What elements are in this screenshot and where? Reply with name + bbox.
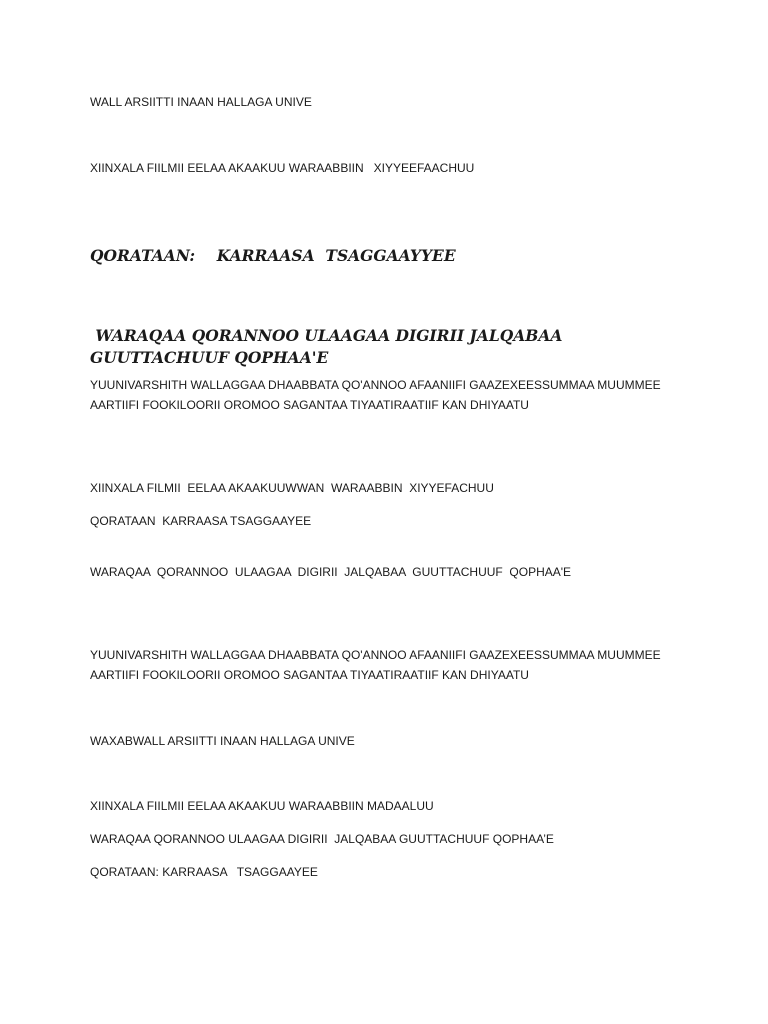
text-line-6: XIINXALA FILMII EELAA AKAAKUUWWAN WARAABBIN XIYYEFACHUU (90, 481, 494, 495)
text-line-11: XIINXALA FIILMII EELAA AKAAKUU WARAABBIIN MADAALUU (90, 799, 434, 813)
text-line-13: QORATAAN: KARRAASA TSAGGAAYEE (90, 865, 318, 879)
author-heading: QORATAAN: KARRAASA TSAGGAAYYEE (90, 246, 456, 265)
university-paragraph-2: YUUNIVARSHITH WALLAGGAA DHAABBATA QO'ANNOO AFAANIIFI GAAZEXEESSUMMAA MUUMMEE AARTIIFI FOOKILOORII OROMOO SAGANTAA TIYAATIRAATIIF KAN DHIYAATU (90, 648, 664, 682)
text-line-7: QORATAAN KARRAASA TSAGGAAYEE (90, 514, 312, 528)
text-line-8: WARAQAA QORANNOO ULAAGAA DIGIRII JALQABAA GUUTTACHUUF QOPHAA'E (90, 565, 572, 579)
university-paragraph-1: YUUNIVARSHITH WALLAGGAA DHAABBATA QO'ANNOO AFAANIIFI GAAZEXEESSUMMAA MUUMMEE AARTIIFI FOOKILOORII OROMOO SAGANTAA TIYAATIRAATIIF KAN DHIYAATU (90, 378, 664, 412)
text-line-2: XIINXALA FIILMII EELAA AKAAKUU WARAABBIIN XIYYEEFAACHUU (90, 161, 475, 175)
text-line-12: WARAQAA QORANNOO ULAAGAA DIGIRII JALQABAA GUUTTACHUUF QOPHAA’E (90, 832, 554, 846)
thesis-heading: WARAQAA QORANNOO ULAAGAA DIGIRII JALQABAA GUUTTACHUUF QOPHAA'E (90, 326, 568, 367)
text-line-10: WAXABWALL ARSIITTI INAAN HALLAGA UNIVE (90, 734, 355, 748)
text-line-1: WALL ARSIITTI INAAN HALLAGA UNIVE (90, 95, 312, 109)
